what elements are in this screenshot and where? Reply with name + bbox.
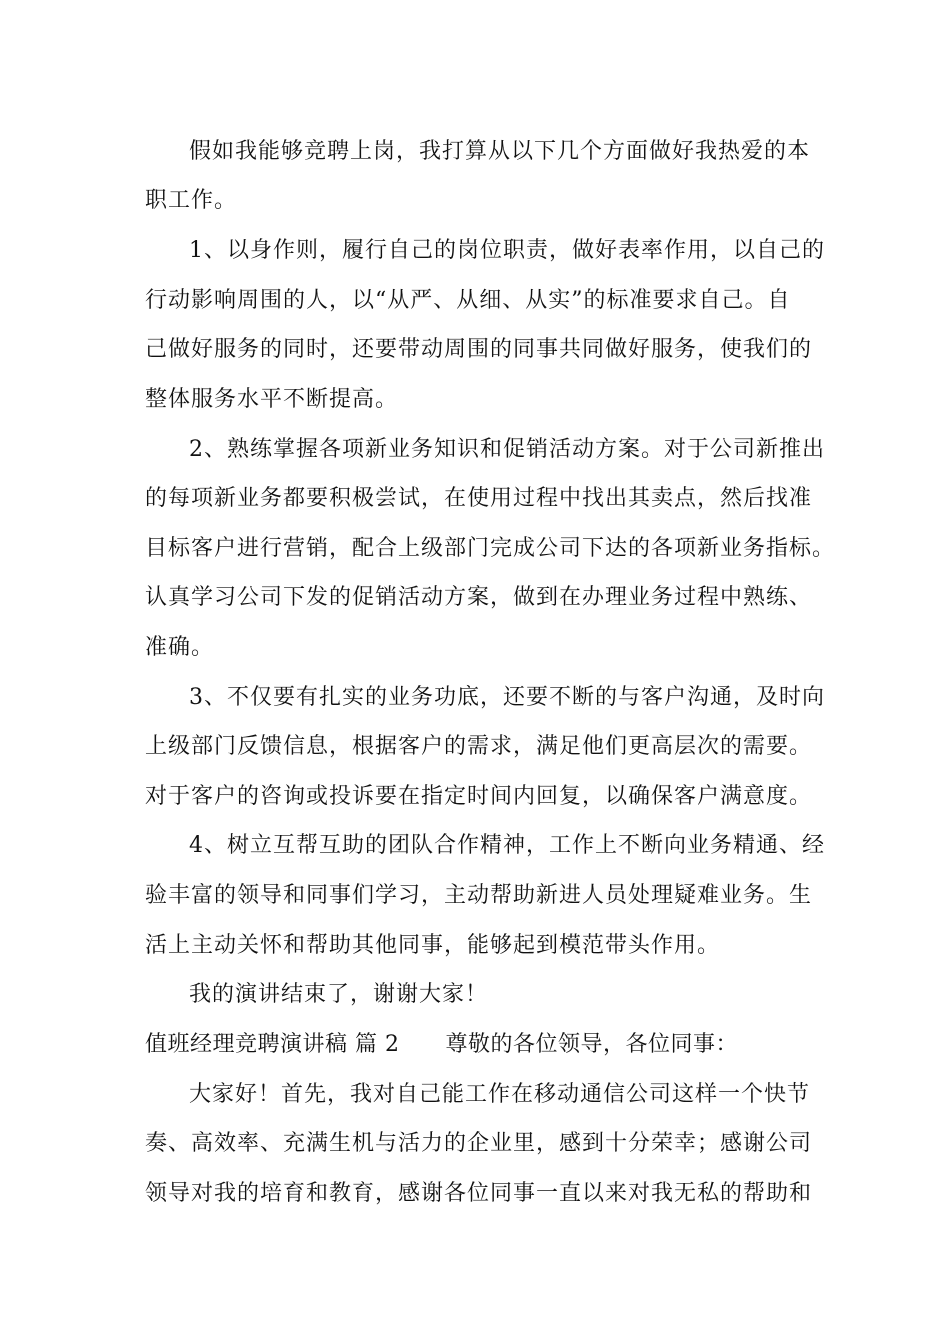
paragraph-line: 领导对我的培育和教育，感谢各位同事一直以来对我无私的帮助和 (145, 1181, 813, 1206)
paragraph-line: 1、以身作则，履行自己的岗位职责，做好表率作用，以自己的 (189, 238, 825, 263)
paragraph-line: 职工作。 (145, 188, 238, 213)
paragraph-line: 对于客户的咨询或投诉要在指定时间内回复，以确保客户满意度。 (145, 784, 813, 809)
greeting: 尊敬的各位领导，各位同事： (445, 1032, 738, 1057)
paragraph-line: 我的演讲结束了，谢谢大家！ (189, 982, 489, 1007)
paragraph-line: 活上主动关怀和帮助其他同事，能够起到模范带头作用。 (145, 933, 721, 958)
paragraph-line: 目标客户进行营销，配合上级部门完成公司下达的各项新业务指标。 (145, 536, 836, 561)
paragraph-line: 整体服务水平不断提高。 (145, 387, 399, 412)
paragraph-line: 4、树立互帮互助的团队合作精神，工作上不断向业务精通、经 (189, 833, 825, 858)
paragraph-line: 大家好！首先，我对自己能工作在移动通信公司这样一个快节 (189, 1082, 811, 1107)
paragraph-line: 上级部门反馈信息，根据客户的需求，满足他们更高层次的需要。 (145, 734, 813, 759)
paragraph-line: 行动影响周围的人，以“从严、从细、从实”的标准要求自己。自 (145, 288, 791, 313)
paragraph-line: 奏、高效率、充满生机与活力的企业里，感到十分荣幸；感谢公司 (145, 1131, 813, 1156)
paragraph-line: 准确。 (145, 635, 215, 660)
paragraph-line: 认真学习公司下发的促销活动方案，做到在办理业务过程中熟练、 (145, 585, 813, 610)
section-title: 值班经理竞聘演讲稿 篇 2 (145, 1032, 400, 1057)
paragraph-line: 假如我能够竞聘上岗，我打算从以下几个方面做好我热爱的本 (189, 139, 811, 164)
paragraph-line: 己做好服务的同时，还要带动周围的同事共同做好服务，使我们的 (145, 337, 813, 362)
paragraph-line: 验丰富的领导和同事们学习，主动帮助新进人员处理疑难业务。生 (145, 883, 813, 908)
section-heading (145, 1031, 738, 1059)
paragraph-line: 3、不仅要有扎实的业务功底，还要不断的与客户沟通，及时向 (189, 685, 825, 710)
paragraph-line: 2、熟练掌握各项新业务知识和促销活动方案。对于公司新推出 (189, 437, 825, 462)
paragraph-line: 的每项新业务都要积极尝试，在使用过程中找出其卖点，然后找准 (145, 486, 813, 511)
